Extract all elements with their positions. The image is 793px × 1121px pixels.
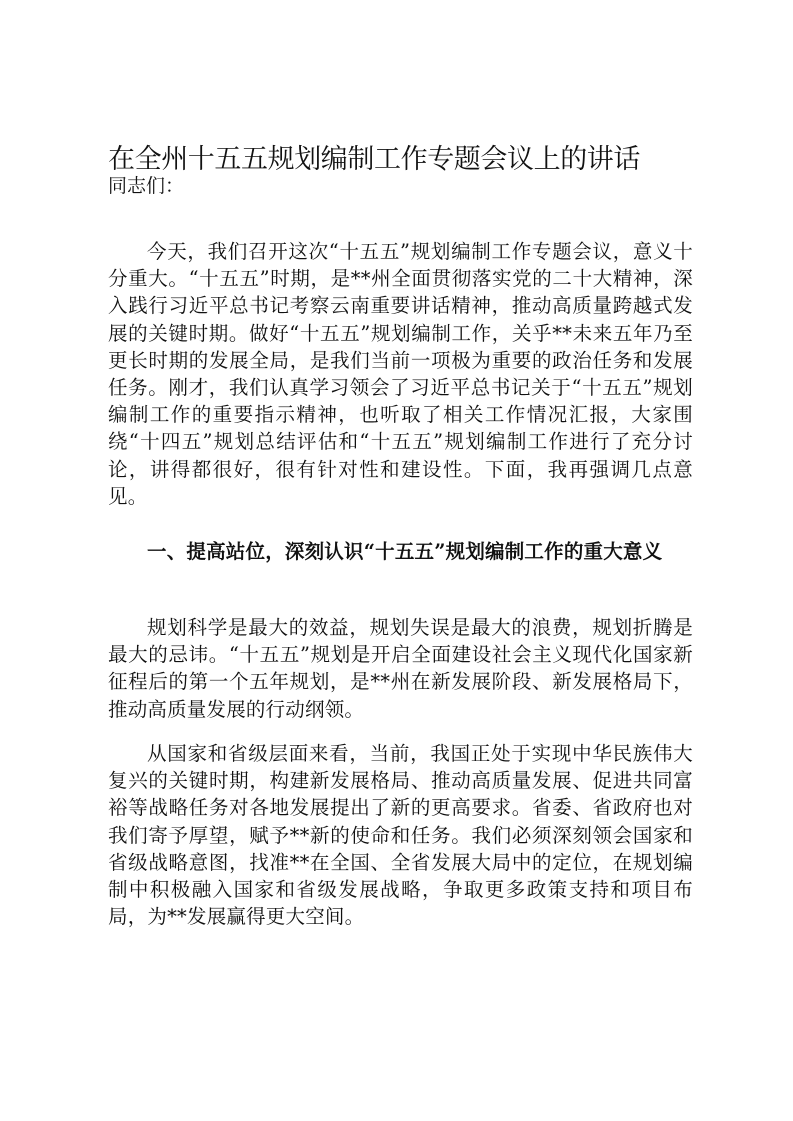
greeting: 同志们： — [108, 175, 185, 197]
paragraph-intro: 今天，我们召开这次“十五五”规划编制工作专题会议，意义十分重大。“十五五”时期，是**州全面贯彻落实党的二十大精神，深入践行习近平总书记考察云南重要讲话精神，推动高质量跨越式发展的关键时期。做好“十五五”规划编制工作，关乎**未来五年乃至更长时期的发展全局，是我们当前一项极为重要的政治任务和发展任务。刚才，我们认真学习领会了习近平总书记关于“十五五”规划编制工作的重要指示精神，也听取了相关工作情况汇报，大家围绕“十四五”规划总结评估和“十五五”规划编制工作进行了充分讨论，讲得都很好，很有针对性和建设性。下面，我再强调几点意见。 — [108, 240, 693, 508]
paragraph-national-provincial: 从国家和省级层面来看，当前，我国正处于实现中华民族伟大复兴的关键时期，构建新发展格局、推动高质量发展、促进共同富裕等战略任务对各地发展提出了新的更高要求。省委、省政府也对我们寄予厚望，赋予**新的使命和任务。我们必须深刻领会国家和省级战略意图，找准**在全国、全省发展大局中的定位，在规划编制中积极融入国家和省级发展战略，争取更多政策支持和项目布局，为**发展赢得更大空间。 — [108, 742, 693, 929]
section-heading-1: 一、提高站位，深刻认识“十五五”规划编制工作的重大意义 — [147, 540, 663, 563]
paragraph-planning-importance: 规划科学是最大的效益，规划失误是最大的浪费，规划折腾是最大的忌讳。“十五五”规划是开启全面建设社会主义现代化国家新征程后的第一个五年规划，是**州在新发展阶段、新发展格局下，推动高质量发展的行动纲领。 — [108, 616, 693, 721]
document-title: 在全州十五五规划编制工作专题会议上的讲话 — [108, 144, 640, 175]
